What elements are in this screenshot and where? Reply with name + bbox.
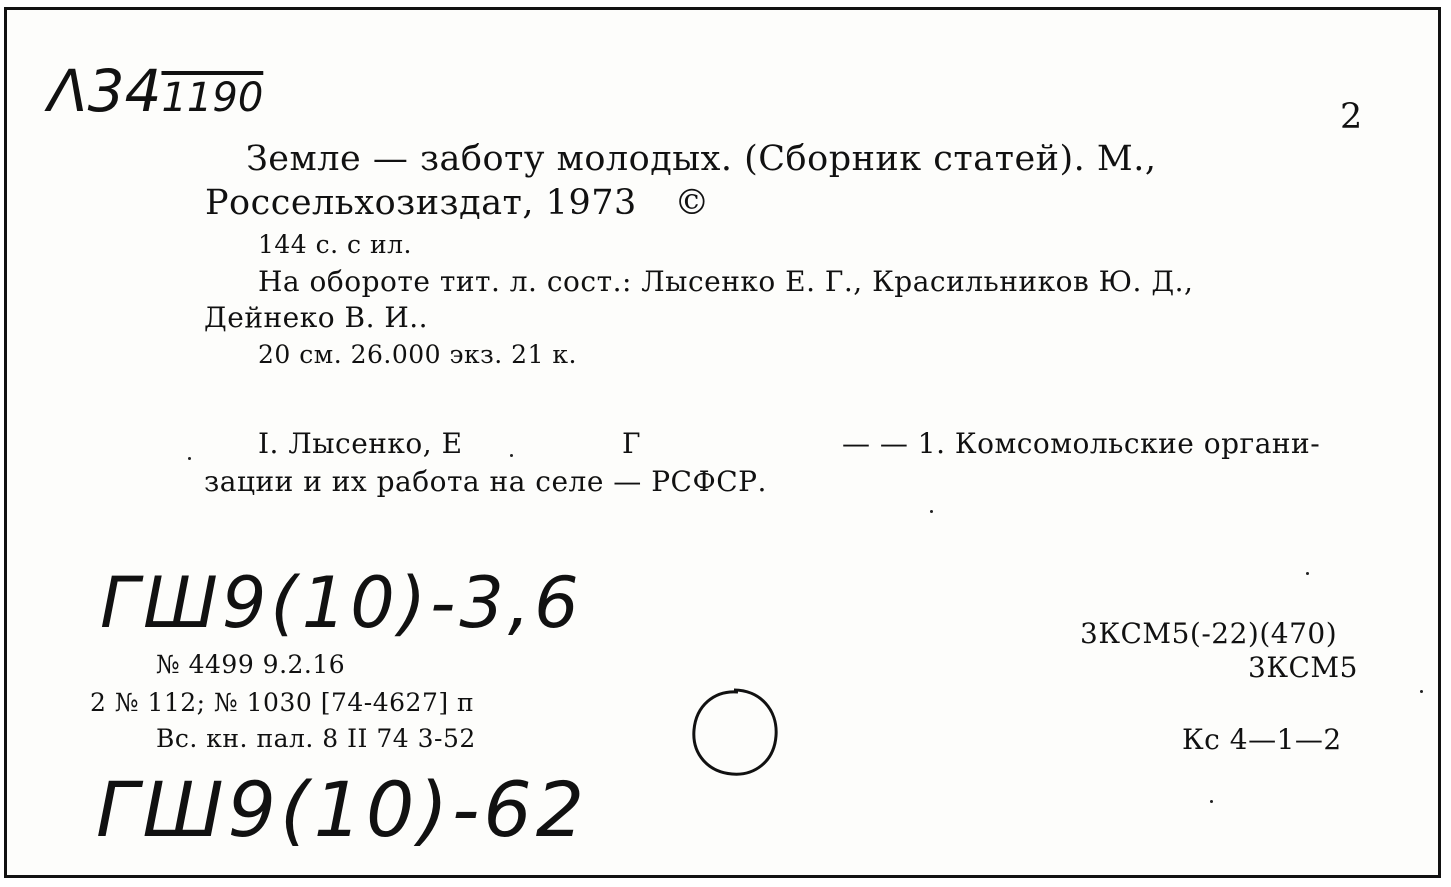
- tracing-1-start: I. Лысенко, Е: [258, 427, 463, 460]
- top-shelfmark-main: Λ34: [48, 57, 162, 125]
- scan-speck: [510, 454, 513, 457]
- compilers-line-2: Дейнеко В. И..: [204, 301, 429, 334]
- class-code-1: 3КСМ5(-22)(470): [1080, 617, 1338, 650]
- print-line: Вс. кн. пал. 8 II 74 3-52: [156, 724, 476, 753]
- order-line: 2 № 112; № 1030 [74-4627] п: [90, 688, 475, 717]
- title-line-1: Земле — заботу молодых. (Сборник статей). М.,: [246, 139, 1157, 179]
- tracing-1-mid: Г: [622, 427, 642, 460]
- order-number: № 4499 9.2.16: [156, 650, 346, 679]
- scan-speck: [1420, 690, 1423, 693]
- tracing-2: зации и их работа на селе — РСФСР.: [204, 465, 767, 498]
- scan-speck: [1306, 572, 1309, 575]
- kc-code: Кс 4—1—2: [1182, 723, 1342, 756]
- scan-speck: [930, 510, 933, 513]
- tracing-1-end: — — 1. Комсомольские органи-: [842, 427, 1321, 460]
- classmark-1: ГШ9(10)-3,6: [100, 562, 583, 644]
- pages-line: 144 с. с ил.: [258, 230, 412, 259]
- top-shelfmark: [48, 57, 264, 125]
- card-number: 2: [1340, 97, 1363, 137]
- scan-speck: [1210, 800, 1213, 803]
- class-code-2: 3КСМ5: [1248, 651, 1358, 684]
- scan-speck: [188, 457, 191, 460]
- title-line-2: [205, 183, 710, 223]
- format-price-line: 20 см. 26.000 экз. 21 к.: [258, 340, 578, 369]
- copyright-sign: ©: [674, 183, 710, 223]
- hand-drawn-circle-mark: [684, 684, 784, 784]
- title-line-2-text: Россельхозиздат, 1973: [205, 183, 637, 223]
- top-shelfmark-sup: 1190: [161, 75, 264, 121]
- compilers-line-1: На обороте тит. л. сост.: Лысенко Е. Г., Красильников Ю. Д.,: [258, 265, 1194, 298]
- classmark-2: ГШ9(10)-62: [96, 765, 589, 854]
